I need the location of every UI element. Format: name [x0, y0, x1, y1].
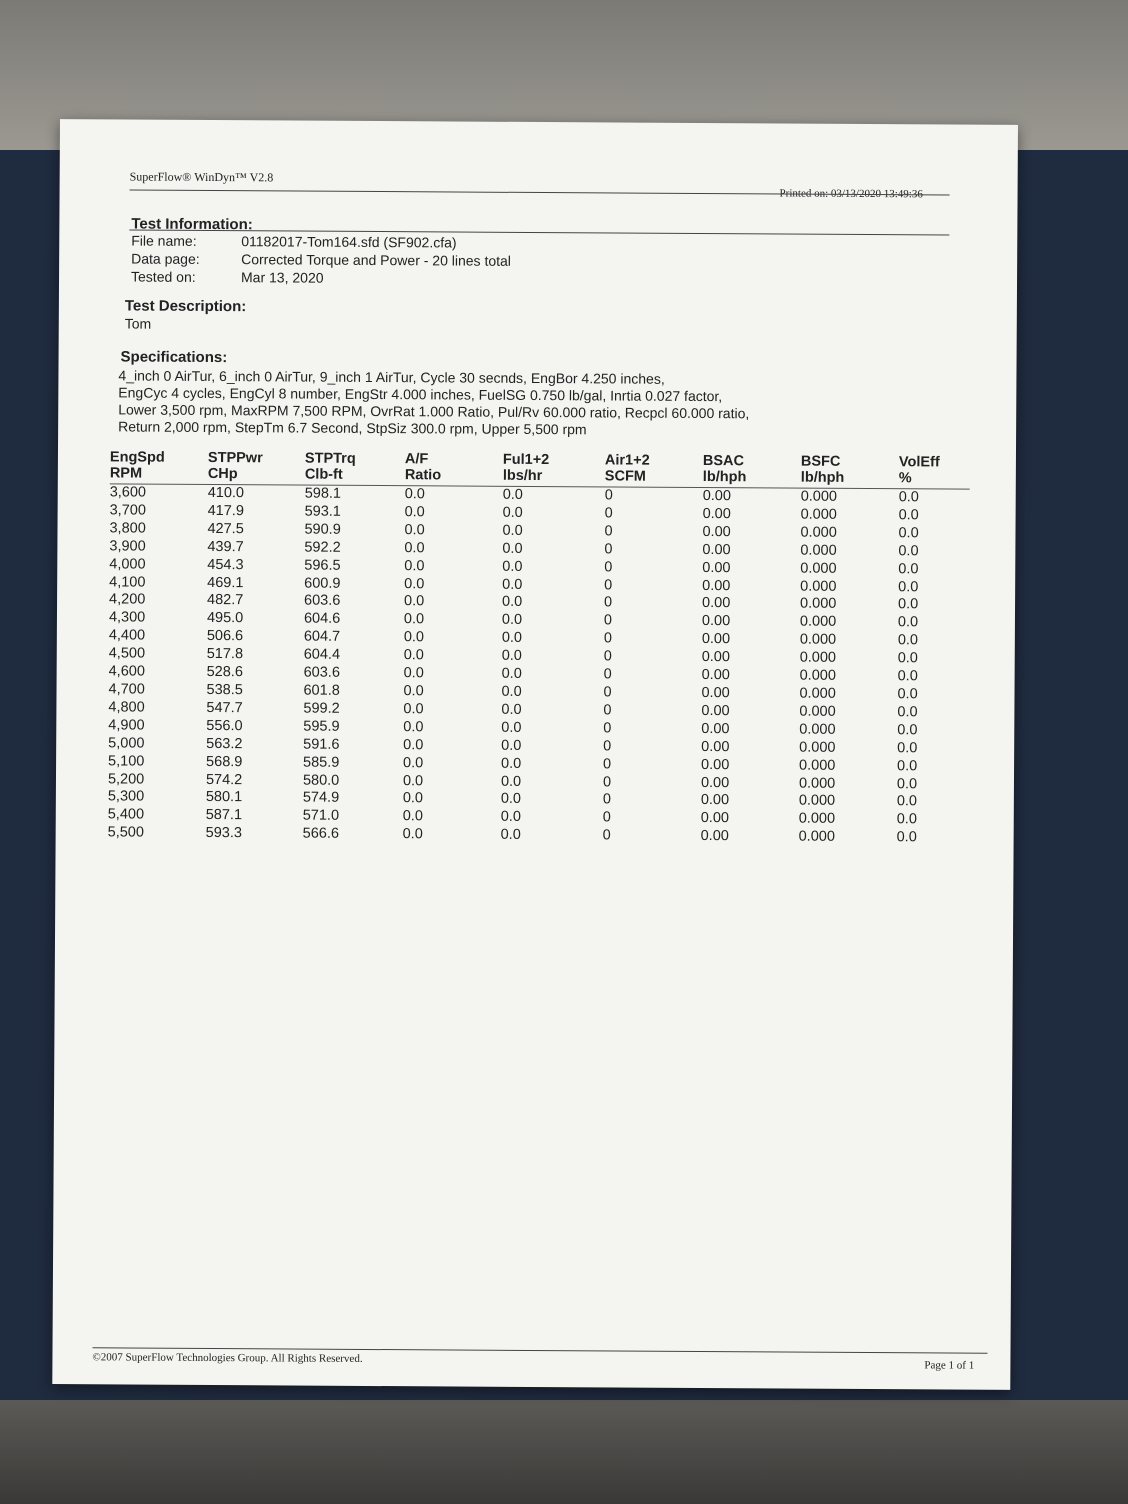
table-cell: 0.0 [897, 704, 918, 721]
table-cell: 4,800 [108, 699, 145, 716]
table-cell: 0.0 [403, 683, 424, 700]
table-cell: 587.1 [205, 807, 243, 824]
table-cell: 0.0 [403, 665, 424, 682]
table-cell: 0.0 [898, 560, 919, 577]
table-cell: 563.2 [206, 735, 243, 752]
table-cell: 0.0 [896, 775, 918, 792]
test-description-title: Test Description: [124, 297, 247, 316]
table-cell: 517.8 [206, 646, 244, 663]
table-cell: 0.0 [404, 504, 425, 521]
table-cell: 0.000 [798, 775, 836, 792]
table-cell: 0 [603, 684, 612, 701]
table-cell: 0 [604, 505, 613, 522]
table-cell: 0.0 [404, 539, 425, 557]
table-cell: 0.000 [799, 649, 837, 666]
table-cell: 591.6 [303, 736, 340, 753]
table-cell: 538.5 [206, 681, 243, 699]
header-bsfc: BSFC lb/hph [800, 453, 845, 486]
table-cell: 0.00 [701, 720, 730, 737]
header-air: Air1+2 SCFM [604, 452, 650, 485]
table-cell: 4,300 [108, 609, 146, 626]
table-cell: 0.0 [501, 665, 522, 682]
table-cell: 469.1 [207, 574, 244, 591]
table-cell: 0.0 [404, 575, 425, 592]
table-cell: 0 [604, 576, 613, 593]
test-description-text: Tom [124, 315, 152, 332]
table-cell: 599.2 [303, 700, 340, 717]
table-cell: 0.0 [502, 504, 523, 521]
table-cell: 0.000 [799, 703, 836, 720]
table-cell: 5,100 [108, 752, 145, 770]
table-cell: 0.0 [502, 540, 523, 557]
table-cell: 600.9 [304, 575, 341, 592]
table-cell: 0.0 [898, 596, 919, 613]
table-cell: 0.00 [701, 684, 730, 702]
table-cell: 0.000 [798, 810, 836, 828]
table-cell: 0.00 [701, 702, 730, 720]
table-cell: 0.000 [800, 506, 837, 523]
info-row-file [131, 232, 511, 252]
printed-page [52, 119, 1018, 1390]
table-cell: 0.0 [402, 772, 424, 789]
app-title: SuperFlow® WinDyn™ V2.8 [129, 169, 274, 185]
table-cell: 0.00 [700, 774, 730, 791]
table-cell: 0.0 [403, 754, 424, 771]
table-cell: 427.5 [207, 520, 244, 538]
table-cell: 0.0 [898, 507, 919, 524]
table-cell: 603.6 [303, 664, 340, 681]
header-ful: Ful1+2 lbs/hr [502, 451, 550, 485]
background-floor [0, 1400, 1128, 1504]
table-cell: 0.0 [502, 594, 523, 611]
header-stppwr: STPPwr CHp [207, 449, 263, 483]
table-cell: 604.4 [303, 646, 341, 663]
table-cell: 593.1 [304, 503, 341, 520]
table-cell: 0.0 [402, 790, 424, 807]
table-cell: 0 [604, 487, 613, 504]
table-cell: 0.0 [897, 632, 919, 649]
table-cell: 574.9 [302, 789, 340, 807]
table-cell: 0.000 [799, 613, 837, 631]
table-cell: 0.0 [403, 611, 425, 628]
table-cell: 0.000 [798, 828, 835, 846]
table-cell: 0.0 [403, 629, 425, 646]
table-cell: 0.0 [897, 614, 919, 631]
info-label: Tested on: [130, 268, 196, 285]
table-cell: 4,200 [109, 591, 146, 609]
data-table [108, 449, 970, 847]
info-value: Corrected Torque and Power - 20 lines total [241, 251, 511, 269]
table-cell: 0.0 [897, 721, 918, 739]
table-cell: 0.00 [700, 810, 730, 827]
table-cell: 0.0 [501, 630, 523, 647]
header-bsac: BSAC lb/hph [702, 453, 747, 486]
table-cell: 5,500 [107, 824, 144, 841]
table-cell: 0 [603, 666, 612, 683]
table-cell: 0.000 [800, 560, 837, 577]
table-cell: 0 [603, 630, 612, 647]
table-cell: 0.000 [799, 757, 836, 774]
table-cell: 0.000 [800, 488, 838, 505]
table-body [108, 484, 970, 847]
table-cell: 0.0 [500, 826, 521, 844]
table-cell: 0.00 [701, 756, 730, 773]
table-cell: 0.00 [702, 541, 731, 558]
table-cell: 5,200 [107, 770, 145, 788]
table-cell: 0.0 [500, 773, 522, 790]
table-cell: 0.0 [501, 755, 522, 772]
table-cell: 0.0 [502, 576, 523, 593]
table-cell: 0.0 [501, 737, 522, 754]
table-cell: 0 [604, 594, 613, 611]
table-header [110, 449, 970, 489]
table-cell: 574.2 [205, 771, 243, 788]
table-cell: 0 [604, 559, 613, 576]
table-cell: 3,900 [109, 538, 146, 555]
table-cell: 0 [603, 755, 612, 773]
table-cell: 4,900 [108, 717, 145, 734]
table-cell: 0.0 [404, 593, 425, 610]
table-cell: 0.000 [798, 793, 836, 810]
table-cell: 0.0 [896, 793, 918, 810]
table-cell: 0.0 [898, 542, 919, 560]
printed-timestamp: Printed on: 03/13/2020 13:49:36 [779, 187, 923, 201]
table-cell: 580.1 [205, 789, 243, 806]
table-cell: 0 [602, 773, 612, 790]
table-cell: 0.00 [701, 649, 731, 666]
test-information-title: Test Information: [131, 215, 253, 234]
table-cell: 604.7 [303, 628, 341, 646]
table-cell: 0.000 [800, 542, 837, 559]
table-cell: 0 [604, 541, 613, 558]
table-cell: 3,700 [109, 502, 146, 519]
table-cell: 0.0 [500, 791, 522, 808]
table-cell: 596.5 [304, 557, 341, 574]
table-cell: 547.7 [206, 699, 243, 717]
table-cell: 0.0 [404, 521, 425, 539]
table-cell: 590.9 [304, 521, 341, 538]
table-cell: 0.0 [897, 650, 918, 667]
table-cell: 0.0 [897, 686, 918, 703]
table-cell: 0.0 [403, 647, 424, 664]
table-cell: 598.1 [304, 485, 342, 502]
table-cell: 0.0 [501, 719, 522, 736]
table-cell: 0.0 [896, 829, 917, 846]
table-cell: 4,100 [109, 573, 146, 591]
table-cell: 0.000 [800, 578, 837, 595]
table-cell: 506.6 [206, 628, 244, 645]
table-cell: 601.8 [303, 682, 340, 699]
spec-line: Return 2,000 rpm, StepTm 6.7 Second, StpSiz 300.0 rpm, Upper 5,500 rpm [118, 418, 587, 438]
table-cell: 5,400 [107, 806, 145, 823]
table-cell: 0.0 [898, 525, 919, 542]
table-cell: 0 [603, 612, 613, 629]
table-cell: 0.000 [800, 596, 837, 613]
table-cell: 0.0 [402, 808, 423, 825]
table-cell: 410.0 [207, 484, 245, 502]
header-voleff: VolEff % [898, 454, 940, 487]
table-cell: 571.0 [302, 807, 340, 825]
header-stptrq: STPTrq Clb-ft [304, 450, 356, 483]
table-cell: 0.0 [403, 718, 424, 736]
table-row [108, 825, 968, 848]
table-cell: 417.9 [207, 502, 244, 520]
table-cell: 0.00 [701, 613, 731, 630]
info-value: Mar 13, 2020 [240, 269, 324, 286]
table-cell: 585.9 [303, 754, 340, 771]
table-cell: 3,600 [109, 484, 147, 501]
table-cell: 0.00 [701, 631, 731, 648]
table-cell: 495.0 [206, 610, 244, 627]
table-cell: 566.6 [302, 825, 339, 843]
info-label: Data page: [131, 250, 200, 267]
table-cell: 0 [604, 523, 613, 540]
table-cell: 0 [602, 809, 611, 826]
table-cell: 556.0 [206, 717, 243, 734]
table-cell: 0.00 [702, 523, 731, 540]
table-cell: 0 [602, 791, 611, 808]
table-cell: 0.0 [898, 578, 919, 595]
table-cell: 0.0 [501, 701, 522, 718]
table-cell: 0.0 [502, 558, 523, 575]
table-cell: 4,700 [108, 681, 145, 698]
copyright: ©2007 SuperFlow Technologies Group. All Rights Reserved. [92, 1351, 363, 1365]
specifications-title: Specifications: [120, 348, 228, 367]
table-cell: 0.000 [799, 685, 836, 702]
info-label: File name: [131, 232, 197, 249]
table-cell: 4,600 [108, 663, 145, 680]
table-cell: 0.0 [402, 826, 423, 843]
header-engspd: EngSpd RPM [109, 449, 165, 482]
table-cell: 0.0 [897, 668, 918, 685]
info-row-page [131, 250, 511, 270]
table-cell: 0.00 [702, 559, 731, 576]
table-cell: 0.0 [896, 811, 917, 828]
table-cell: 0 [603, 702, 612, 719]
table-cell: 439.7 [207, 538, 244, 555]
table-cell: 0.000 [799, 721, 836, 738]
table-cell: 568.9 [206, 753, 243, 770]
table-cell: 454.3 [207, 556, 244, 573]
table-cell: 4,000 [109, 556, 146, 573]
table-cell: 0 [602, 827, 611, 844]
table-cell: 4,400 [108, 627, 146, 644]
table-cell: 5,300 [107, 788, 145, 806]
table-cell: 5,000 [108, 735, 145, 752]
info-row-date [131, 268, 511, 288]
table-cell: 604.6 [303, 610, 341, 628]
table-cell: 0.0 [897, 739, 918, 757]
page-number: Page 1 of 1 [924, 1359, 975, 1372]
table-cell: 3,800 [109, 520, 146, 537]
info-value: 01182017-Tom164.sfd (SF902.cfa) [241, 233, 457, 251]
table-cell: 4,500 [108, 645, 146, 662]
table-cell: 603.6 [304, 593, 341, 610]
table-cell: 0.00 [702, 595, 731, 612]
header-af: A/F Ratio [404, 451, 442, 484]
table-cell: 482.7 [207, 592, 244, 609]
table-cell: 0.0 [897, 757, 918, 774]
table-cell: 0.000 [799, 739, 836, 756]
table-cell: 595.9 [303, 718, 340, 735]
specifications-list [118, 367, 749, 439]
table-cell: 0.0 [500, 809, 521, 826]
table-cell: 593.3 [205, 825, 242, 842]
table-cell: 528.6 [206, 664, 243, 681]
table-cell: 0.0 [502, 522, 523, 539]
table-cell: 0.0 [898, 489, 919, 506]
table-cell: 0.0 [403, 736, 424, 753]
table-cell: 592.2 [304, 539, 341, 556]
table-cell: 0.000 [799, 667, 836, 684]
table-cell: 0.00 [700, 828, 729, 845]
table-cell: 0.0 [501, 683, 522, 700]
table-cell: 0.00 [700, 792, 730, 809]
spec-line: EngCyc 4 cycles, EngCyl 8 number, EngStr 4.000 inches, FuelSG 0.750 lb/gal, Inrtia 0.027 factor, [118, 384, 723, 405]
table-cell: 0.0 [502, 486, 523, 503]
table-cell: 0.00 [701, 667, 730, 684]
table-cell: 0.00 [701, 738, 730, 755]
table-cell: 0.0 [404, 486, 425, 503]
table-cell: 580.0 [302, 772, 340, 789]
table-cell: 0 [603, 648, 612, 665]
test-information [131, 232, 511, 288]
table-cell: 0.00 [702, 577, 731, 594]
table-cell: 0.0 [403, 701, 424, 718]
table-cell: 0.0 [404, 557, 425, 574]
table-cell: 0.00 [702, 505, 731, 523]
table-cell: 0.000 [800, 524, 837, 541]
table-cell: 0.0 [501, 647, 522, 665]
spec-line: 4_inch 0 AirTur, 6_inch 0 AirTur, 9_inch 1 AirTur, Cycle 30 secnds, EngBor 4.250 inches, [118, 367, 665, 387]
table-cell: 0.000 [799, 631, 837, 649]
table-cell: 0 [603, 720, 612, 737]
table-cell: 0.00 [702, 488, 732, 505]
table-cell: 0.0 [501, 612, 523, 629]
spec-line: Lower 3,500 rpm, MaxRPM 7,500 RPM, OvrRat 1.000 Ratio, Pul/Rv 60.000 ratio, Recpcl 60.000 ratio, [118, 401, 750, 422]
table-cell: 0 [603, 738, 612, 755]
